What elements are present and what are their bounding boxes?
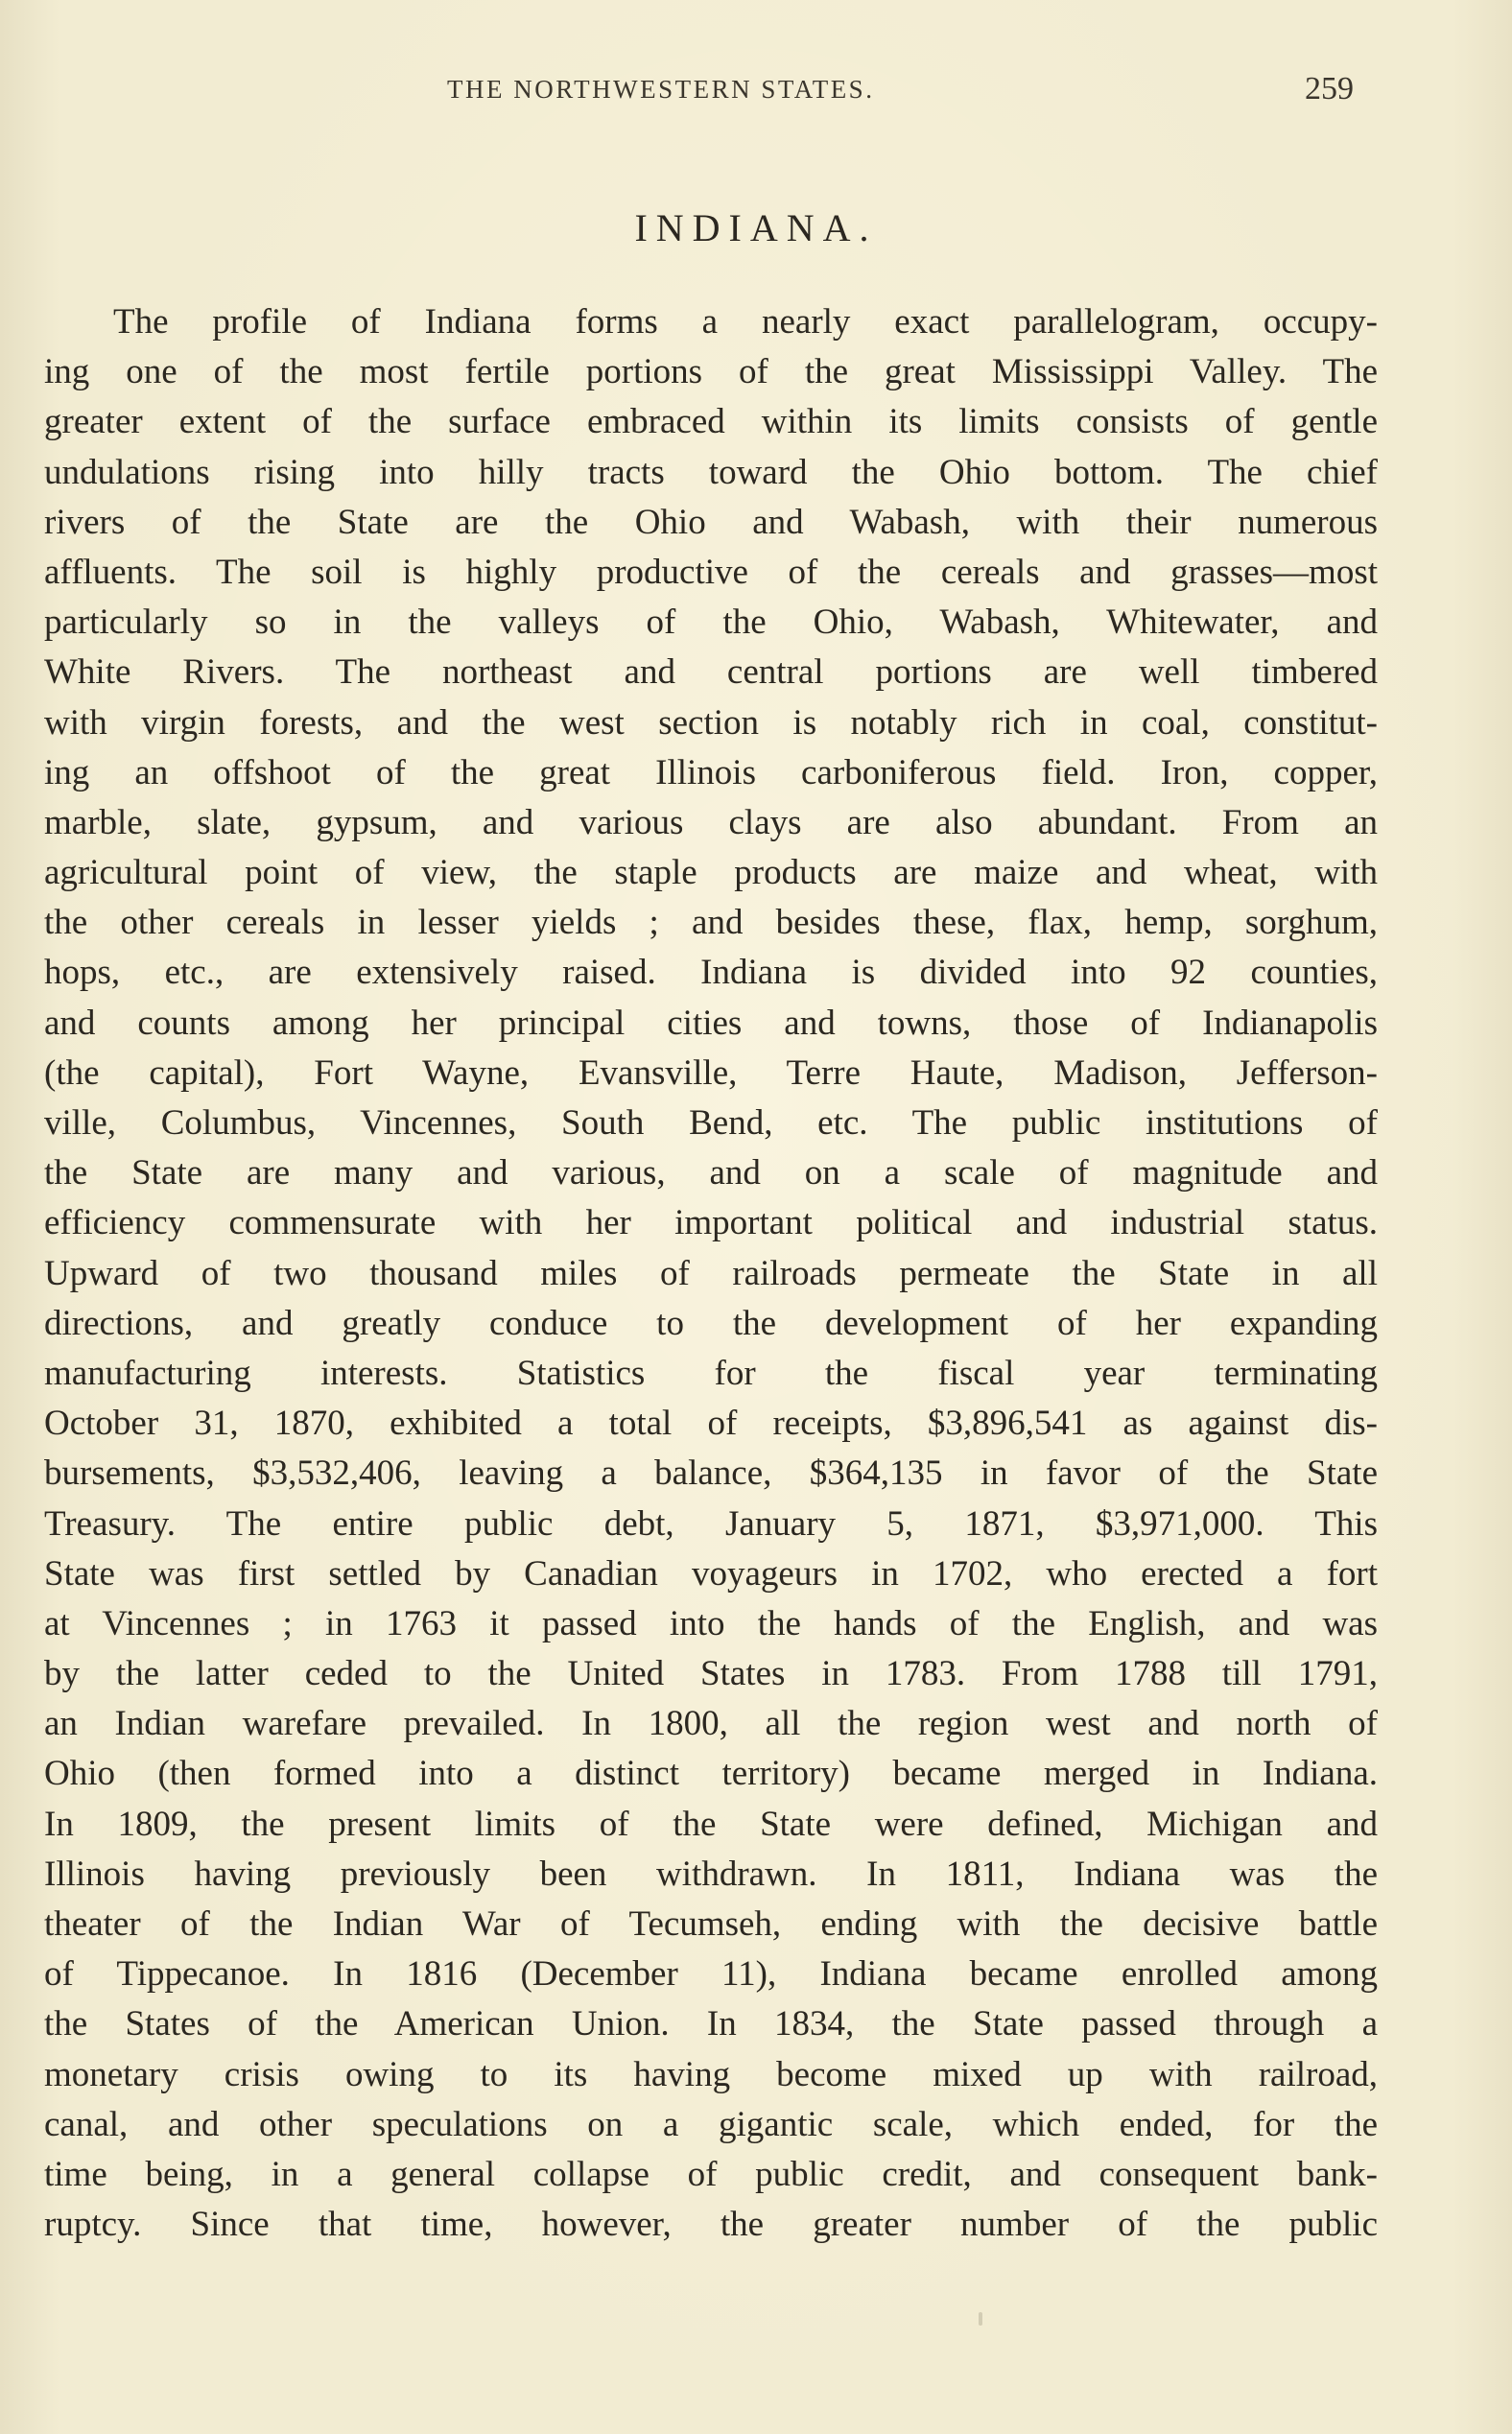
text-line: ing an offshoot of the great Illinois carboniferous field. Iron, copper, xyxy=(44,752,1378,792)
text-line: of Tippecanoe. In 1816 (December 11), Indiana became enrolled among xyxy=(44,1954,1378,1995)
text-line: ing one of the most fertile portions of the great Mississippi Valley. The xyxy=(44,352,1378,392)
text-line: with virgin forests, and the west section is notably rich in coal, constitut- xyxy=(44,702,1378,743)
text-line: Illinois having previously been withdrawn. In 1811, Indiana was the xyxy=(44,1854,1378,1894)
text-line: theater of the Indian War of Tecumseh, ending with the decisive battle xyxy=(44,1904,1378,1944)
text-line: October 31, 1870, exhibited a total of receipts, $3,896,541 as against dis- xyxy=(44,1404,1378,1444)
text-line: by the latter ceded to the United States in 1783. From 1788 till 1791, xyxy=(44,1654,1378,1694)
text-line: In 1809, the present limits of the State were defined, Michigan and xyxy=(44,1804,1378,1844)
text-line: Ohio (then formed into a distinct territory) became merged in Indiana. xyxy=(44,1754,1378,1794)
text-line: canal, and other speculations on a gigantic scale, which ended, for the xyxy=(44,2104,1378,2144)
text-line: The profile of Indiana forms a nearly exact parallelogram, occupy- xyxy=(113,302,1378,342)
page-number: 259 xyxy=(1305,71,1354,106)
text-line: the States of the American Union. In 1834, the State passed through a xyxy=(44,2004,1378,2044)
section-title: INDIANA. xyxy=(634,206,878,249)
running-header xyxy=(0,71,1512,113)
text-line: an Indian warefare prevailed. In 1800, all the region west and north of xyxy=(44,1704,1378,1744)
text-line: the other cereals in lesser yields ; and besides these, flax, hemp, sorghum, xyxy=(44,903,1378,943)
text-line: particularly so in the valleys of the Ohio, Wabash, Whitewater, and xyxy=(44,603,1378,643)
text-line: White Rivers. The northeast and central portions are well timbered xyxy=(44,652,1378,693)
running-title: THE NORTHWESTERN STATES. xyxy=(447,75,875,104)
text-line: hops, etc., are extensively raised. Indiana is divided into 92 counties, xyxy=(44,953,1378,993)
text-line: Treasury. The entire public debt, January 5, 1871, $3,971,000. This xyxy=(44,1503,1378,1544)
text-line: (the capital), Fort Wayne, Evansville, Terre Haute, Madison, Jefferson- xyxy=(44,1052,1378,1093)
text-line: rivers of the State are the Ohio and Wabash, with their numerous xyxy=(44,502,1378,542)
text-line: State was first settled by Canadian voyageurs in 1702, who erected a fort xyxy=(44,1553,1378,1594)
body-paragraph xyxy=(44,297,1378,2250)
text-line: greater extent of the surface embraced within its limits consists of gentle xyxy=(44,402,1378,442)
text-line: time being, in a general collapse of public credit, and consequent bank- xyxy=(44,2154,1378,2194)
text-line: and counts among her principal cities and towns, those of Indianapolis xyxy=(44,1003,1378,1043)
text-line: agricultural point of view, the staple products are maize and wheat, with xyxy=(44,853,1378,893)
text-line: at Vincennes ; in 1763 it passed into the hands of the English, and was xyxy=(44,1603,1378,1643)
text-line: undulations rising into hilly tracts toward the Ohio bottom. The chief xyxy=(44,452,1378,492)
text-line: efficiency commensurate with her important political and industrial status. xyxy=(44,1203,1378,1243)
text-line: marble, slate, gypsum, and various clays are also abundant. From an xyxy=(44,802,1378,842)
text-line: ruptcy. Since that time, however, the greater number of the public xyxy=(44,2205,1378,2245)
text-line: ville, Columbus, Vincennes, South Bend, etc. The public institutions of xyxy=(44,1103,1378,1143)
text-line: the State are many and various, and on a scale of magnitude and xyxy=(44,1153,1378,1193)
text-line: manufacturing interests. Statistics for the fiscal year terminating xyxy=(44,1353,1378,1393)
text-line: Upward of two thousand miles of railroads permeate the State in all xyxy=(44,1253,1378,1293)
text-line: monetary crisis owing to its having become mixed up with railroad, xyxy=(44,2054,1378,2094)
paper-speck xyxy=(979,2312,982,2326)
text-line: directions, and greatly conduce to the development of her expanding xyxy=(44,1303,1378,1343)
text-line: affluents. The soil is highly productive of the cereals and grasses—most xyxy=(44,552,1378,592)
text-line: bursements, $3,532,406, leaving a balance, $364,135 in favor of the State xyxy=(44,1453,1378,1494)
